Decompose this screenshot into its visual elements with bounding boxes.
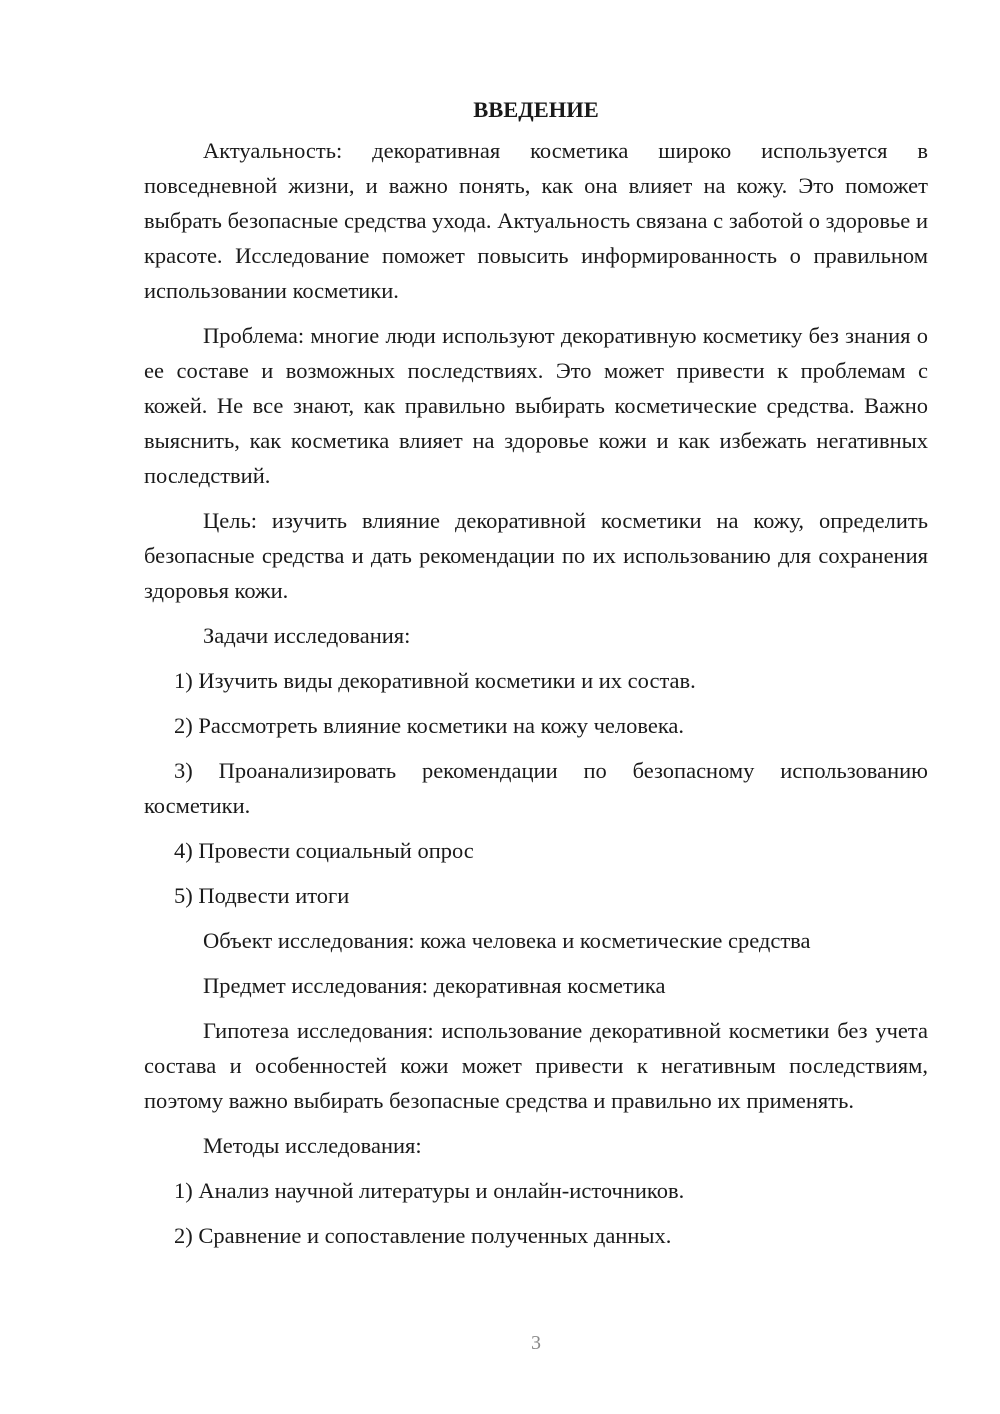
task-item: 1) Изучить виды декоративной косметики и их состав. — [174, 668, 696, 693]
goal-paragraph: Цель: изучить влияние декоративной косметики на кожу, определить безопасные средства и дать рекомендации по их использованию для сохранения здоровья кожи. — [144, 508, 928, 603]
task-item: 2) Рассмотреть влияние косметики на кожу человека. — [174, 713, 685, 738]
page-number: 3 — [531, 1332, 541, 1354]
hypothesis-paragraph: Гипотеза исследования: использование декоративной косметики без учета состава и особенностей кожи может привести к негативным последствиям, поэтому важно выбирать безопасные средства и правильно их применять. — [144, 1018, 928, 1113]
problem-paragraph: Проблема: многие люди используют декоративную косметику без знания о ее составе и возможных последствиях. Это может привести к проблемам с кожей. Не все знают, как правильно выбирать косметические средства. Важно выяснить, как косметика влияет на здоровье кожи и как избежать негативных последствий. — [144, 323, 928, 488]
methods-heading: Методы исследования: — [203, 1133, 422, 1158]
task-item: 5) Подвести итоги — [174, 883, 350, 908]
method-item: 2) Сравнение и сопоставление полученных данных. — [174, 1223, 672, 1248]
object-line: Объект исследования: кожа человека и косметические средства — [203, 928, 811, 953]
subject-line: Предмет исследования: декоративная косметика — [203, 973, 666, 998]
document-page — [144, 92, 928, 1263]
task-item: 4) Провести социальный опрос — [174, 838, 474, 863]
section-title: ВВЕДЕНИЕ — [473, 97, 599, 122]
tasks-heading: Задачи исследования: — [203, 623, 411, 648]
method-item: 1) Анализ научной литературы и онлайн-источников. — [174, 1178, 685, 1203]
task-item: 3) Проанализировать рекомендации по безопасному использованию косметики. — [144, 758, 928, 818]
relevance-paragraph: Актуальность: декоративная косметика широко используется в повседневной жизни, и важно понять, как она влияет на кожу. Это поможет выбрать безопасные средства ухода. Актуальность связана с заботой о здоровье и красоте. Исследование поможет повысить информированность о правильном использовании косметики. — [144, 138, 928, 303]
